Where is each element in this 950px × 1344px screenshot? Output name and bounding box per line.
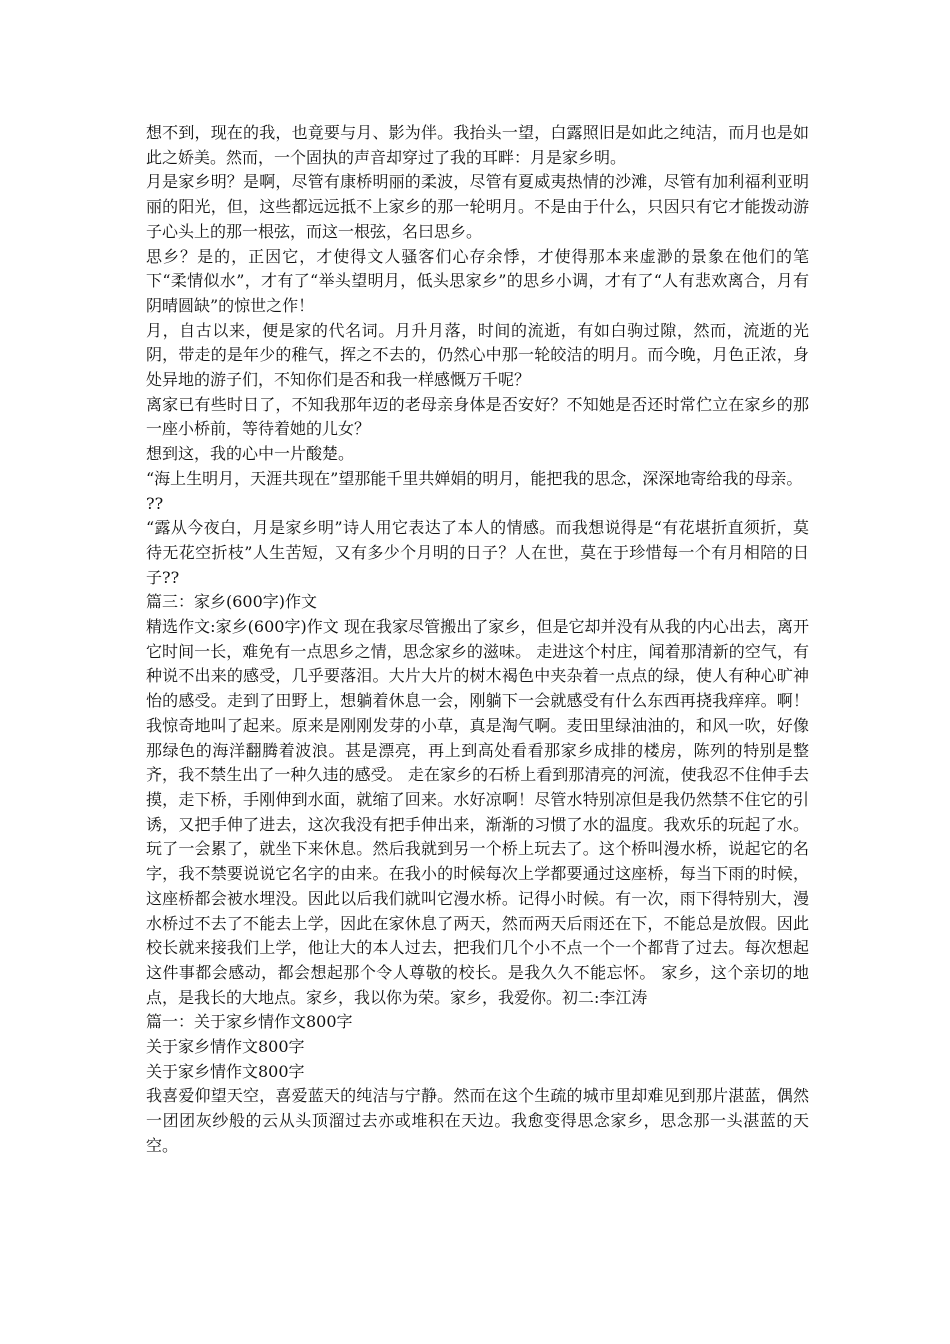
section-heading-part-one: 篇一：关于家乡情作文800字 bbox=[146, 1012, 353, 1032]
paragraph-dew-poem: “露从今夜白，月是家乡明”诗人用它表达了本人的情感。而我想说得是“有花堪折直须折，莫待无花空折枝”人生苦短，又有多少个月明的日子？人在世，莫在于珍惜每一个有月相陪的日子?? bbox=[146, 518, 809, 587]
paragraph-sea-moon: “海上生明月，天涯共现在”望那能千里共婵娟的明月，能把我的思念，深深地寄给我的母亲。 bbox=[146, 468, 803, 488]
paragraph-sorrow: 想到这，我的心中一片酸楚。 bbox=[146, 444, 355, 464]
paragraph-moon-is-home: 月是家乡明？是啊，尽管有康桥明丽的柔波，尽管有夏威夷热情的沙滩，尽管有加利福利亚明丽的阳光，但，这些都远远抵不上家乡的那一轮明月。不是由于什么，只因只有它才能拨动游子心头上的那一根弦，而这一根弦，名曰思乡。 bbox=[146, 172, 809, 241]
document-body bbox=[146, 121, 809, 1159]
paragraph-moon-shadow: 想不到，现在的我，也竟要与月、影为伴。我抬头一望，白露照旧是如此之纯洁，而月也是如此之娇美。然而，一个固执的声音却穿过了我的耳畔：月是家乡明。 bbox=[146, 123, 809, 167]
paragraph-homesickness: 思乡？是的，正因它，才使得文人骚客们心存余悸，才使得那本来虚渺的景象在他们的笔下“柔情似水”，才有了“举头望明月，低头思家乡”的思乡小调，才有了“人有悲欢离合，月有阴晴圆缺”的惊世之作！ bbox=[146, 246, 809, 315]
paragraph-hometown-essay: 精选作文:家乡(600字)作文 现在我家尽管搬出了家乡，但是它却并没有从我的内心出去，离开它时间一长，难免有一点思乡之情，思念家乡的滋味。 走进这个村庄，闻着那清新的空气，有种说不出来的感受，几乎要落泪。大片大片的树木褐色中夹杂着一点点的绿，使人有种心旷神怡的感受。走到了田野上，想躺着休息一会，刚躺下一会就感受有什么东西再挠我痒痒。啊！我惊奇地叫了起来。原来是刚刚发芽的小草，真是淘气啊。麦田里绿油油的，和风一吹，好像那绿色的海洋翻腾着波浪。甚是漂亮，再上到高处看看那家乡成排的楼房，陈列的特别是整齐，我不禁生出了一种久违的感受。 走在家乡的石桥上看到那清亮的河流，使我忍不住伸手去摸，走下桥，手刚伸到水面，就缩了回来。水好凉啊！尽管水特别凉但是我仍然禁不住它的引诱，又把手伸了进去，这次我没有把手伸出来，渐渐的习惯了水的温度。我欢乐的玩起了水。玩了一会累了，就坐下来休息。然后我就到另一个桥上玩去了。这个桥叫漫水桥，说起它的名字，我不禁要说说它名字的由来。在我小的时候每次上学都要通过这座桥，每当下雨的时候，这座桥都会被水埋没。因此以后我们就叫它漫水桥。记得小时候。有一次，雨下得特别大，漫水桥过不去了不能去上学，因此在家休息了两天，然而两天后雨还在下，不能总是放假。因此校长就来接我们上学，他让大的本人过去，把我们几个小不点一个一个都背了过去。每次想起这件事都会感动，都会想起那个令人尊敬的校长。是我久久不能忘怀。 家乡，这个亲切的地点，是我长的大地点。家乡，我以你为荣。家乡，我爱你。初二:李江涛 bbox=[146, 617, 809, 1007]
essay-title-1: 关于家乡情作文800字 bbox=[146, 1037, 305, 1057]
section-heading-part-three: 篇三：家乡(600字)作文 bbox=[146, 592, 318, 612]
paragraph-mother: 离家已有些时日了，不知我那年迈的老母亲身体是否安好？不知她是否还时常伫立在家乡的那一座小桥前，等待着她的儿女？ bbox=[146, 394, 809, 439]
paragraph-placeholder: ?? bbox=[146, 493, 164, 513]
essay-title-2: 关于家乡情作文800字 bbox=[146, 1061, 305, 1081]
paragraph-blue-sky: 我喜爱仰望天空，喜爱蓝天的纯洁与宁静。然而在这个生疏的城市里却难见到那片湛蓝，偶然一团团灰纱般的云从头顶溜过去亦或堆积在天边。我愈变得思念家乡，思念那一头湛蓝的天空。 bbox=[146, 1086, 809, 1155]
paragraph-moon-symbol: 月，自古以来，便是家的代名词。月升月落，时间的流逝，有如白驹过隙，然而，流逝的光阴，带走的是年少的稚气，挥之不去的，仍然心中那一轮皎洁的明月。而今晚，月色正浓，身处异地的游子们，不知你们是否和我一样感慨万千呢？ bbox=[146, 320, 809, 390]
